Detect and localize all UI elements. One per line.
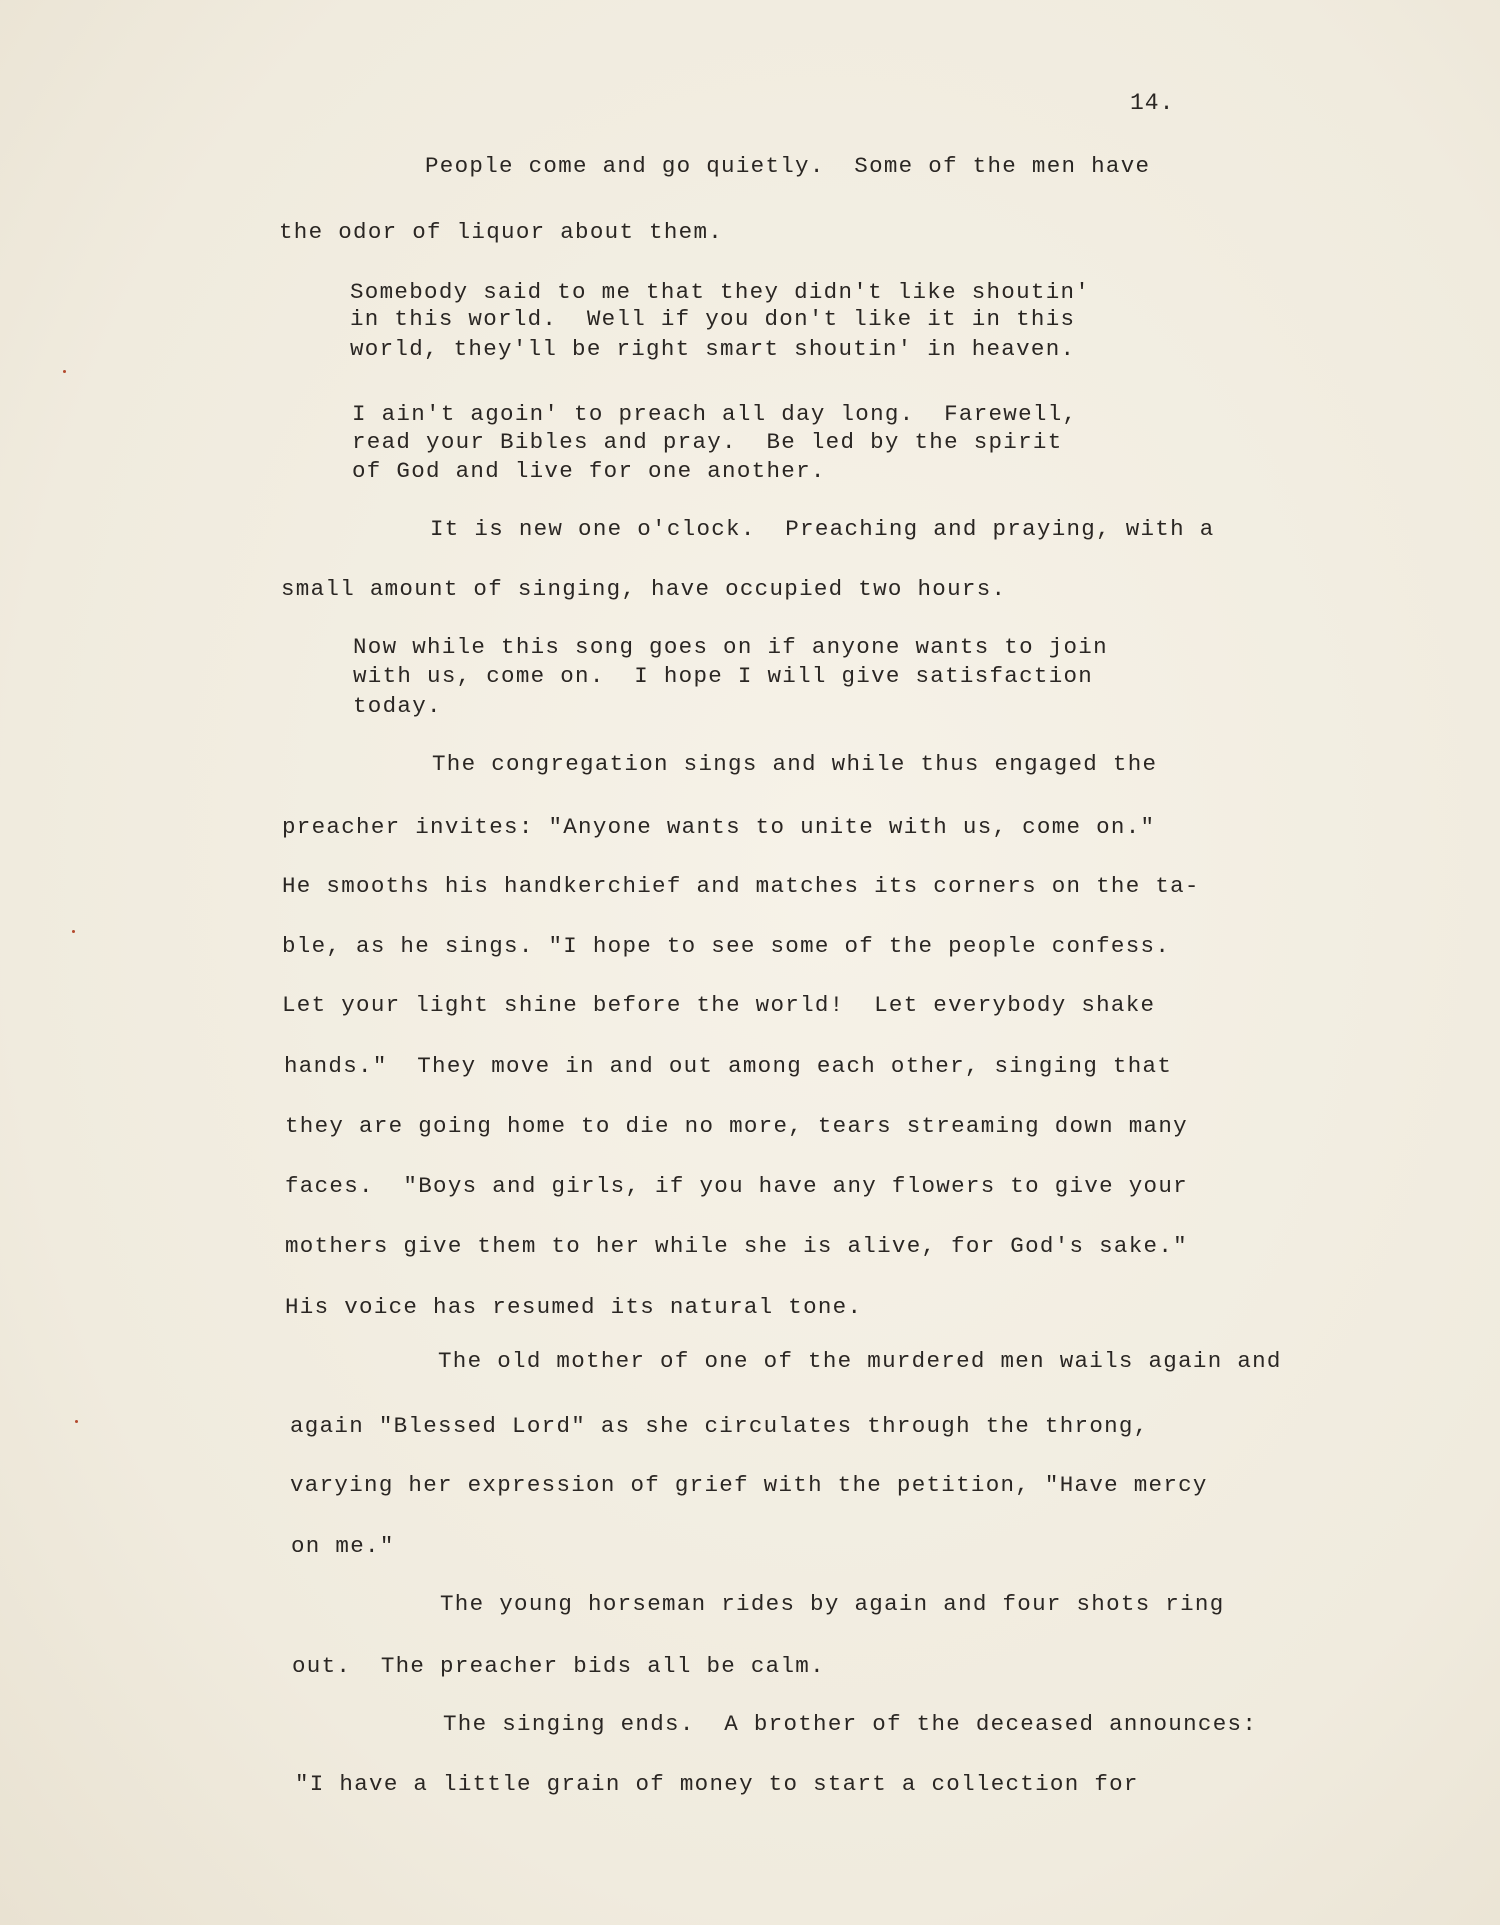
quoted-line: world, they'll be right smart shoutin' in heaven. <box>350 336 1076 362</box>
text-line: "I have a little grain of money to start a collection for <box>295 1771 1139 1797</box>
text-line: The congregation sings and while thus engaged the <box>432 751 1158 777</box>
text-line: His voice has resumed its natural tone. <box>285 1294 863 1320</box>
text-line: ble, as he sings. "I hope to see some of the people confess. <box>282 933 1171 959</box>
text-line: small amount of singing, have occupied two hours. <box>281 576 1007 602</box>
text-line: preacher invites: "Anyone wants to unite with us, come on." <box>282 814 1156 840</box>
text-line: out. The preacher bids all be calm. <box>292 1653 825 1679</box>
text-line: again "Blessed Lord" as she circulates through the throng, <box>290 1413 1149 1439</box>
text-line: they are going home to die no more, tears streaming down many <box>285 1113 1188 1139</box>
quoted-line: in this world. Well if you don't like it in this <box>350 306 1076 332</box>
quoted-line: Somebody said to me that they didn't like shoutin' <box>350 279 1091 305</box>
paper-speck <box>75 1420 78 1423</box>
quoted-line: with us, come on. I hope I will give satisfaction <box>353 663 1094 689</box>
text-line: It is new one o'clock. Preaching and praying, with a <box>430 516 1215 542</box>
text-line: varying her expression of grief with the petition, "Have mercy <box>290 1472 1208 1498</box>
text-line: The young horseman rides by again and four shots ring <box>440 1591 1225 1617</box>
paper-speck <box>72 930 75 933</box>
text-line: hands." They move in and out among each other, singing that <box>284 1053 1173 1079</box>
quoted-line: I ain't agoin' to preach all day long. Farewell, <box>352 401 1078 427</box>
quoted-line: read your Bibles and pray. Be led by the spirit <box>352 429 1063 455</box>
text-line: Let your light shine before the world! Let everybody shake <box>282 992 1156 1018</box>
text-line: the odor of liquor about them. <box>279 219 724 245</box>
quoted-line: of God and live for one another. <box>352 458 826 484</box>
quoted-line: Now while this song goes on if anyone wants to join <box>353 634 1108 660</box>
text-line: on me." <box>291 1533 395 1559</box>
text-line: People come and go quietly. Some of the men have <box>425 153 1151 179</box>
paper-speck <box>63 370 66 373</box>
page-number: 14. <box>1130 90 1175 116</box>
text-line: faces. "Boys and girls, if you have any flowers to give your <box>285 1173 1188 1199</box>
text-line: The singing ends. A brother of the deceased announces: <box>443 1711 1258 1737</box>
text-line: He smooths his handkerchief and matches its corners on the ta- <box>282 873 1200 899</box>
text-line: The old mother of one of the murdered men wails again and <box>438 1348 1282 1374</box>
quoted-line: today. <box>353 693 442 719</box>
text-line: mothers give them to her while she is alive, for God's sake." <box>285 1233 1188 1259</box>
